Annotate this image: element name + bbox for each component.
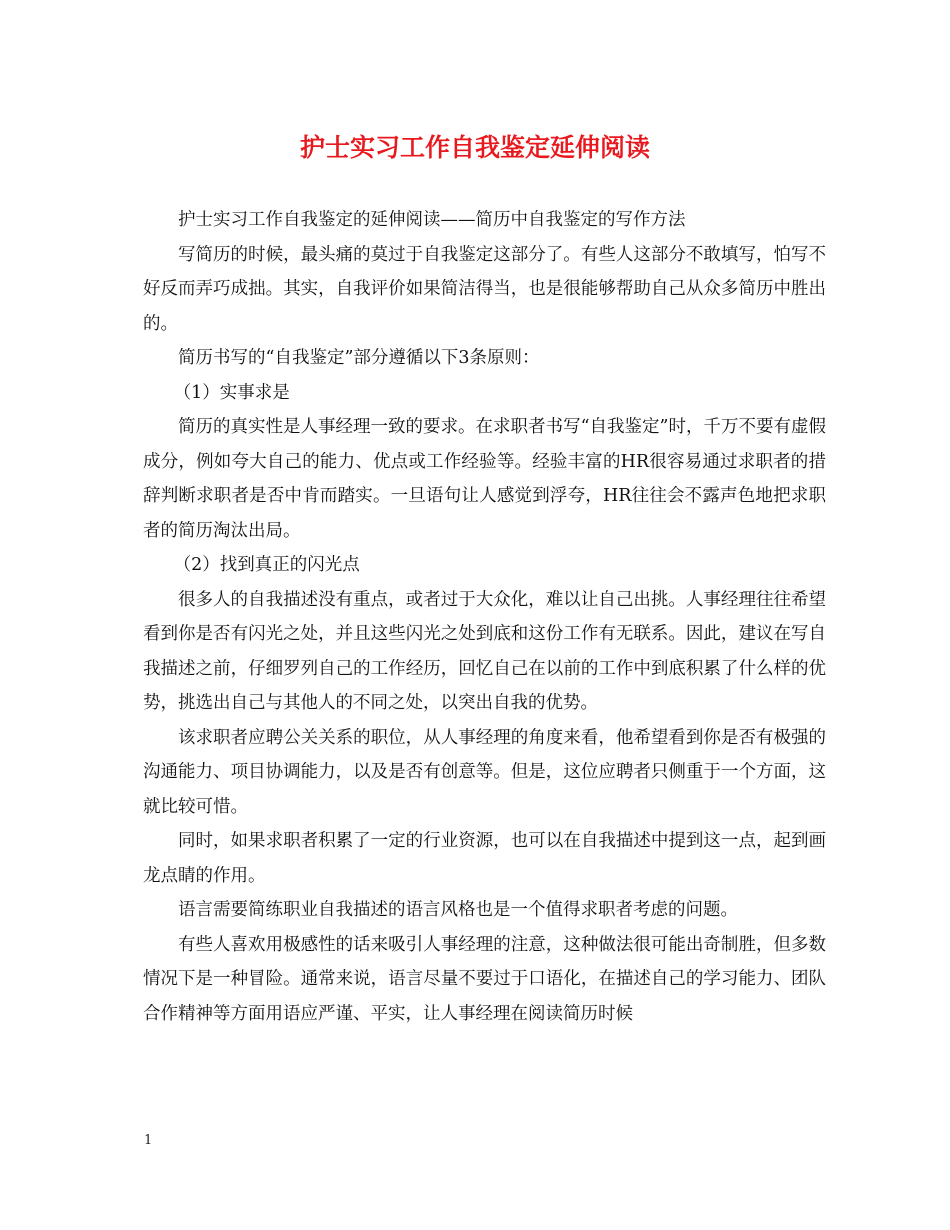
section-heading: （2）找到真正的闪光点	[173, 555, 360, 575]
paragraph: 简历书写的“自我鉴定”部分遵循以下3条原则：	[178, 348, 540, 368]
paragraph: 很多人的自我描述没有重点，或者过于大众化，难以让自己出挑。人事经理往往希望看到你是否有闪光之处，并且这些闪光之处到底和这份工作有无联系。因此，建议在写自我描述之前，仔细罗列自己的工作经历，回忆自己在以前的工作中到底积累了什么样的优势，挑选出自己与其他人的不同之处，以突出自我的优势。	[143, 589, 826, 713]
page-title: 护士实习工作自我鉴定延伸阅读	[299, 133, 650, 162]
paragraph: 同时，如果求职者积累了一定的行业资源，也可以在自我描述中提到这一点，起到画龙点睛的作用。	[143, 831, 826, 886]
page-number: 1	[144, 1133, 153, 1148]
paragraph: 该求职者应聘公关关系的职位，从人事经理的角度来看，他希望看到你是否有极强的沟通能力、项目协调能力，以及是否有创意等。但是，这位应聘者只侧重于一个方面，这就比较可惜。	[143, 727, 826, 817]
paragraph: 护士实习工作自我鉴定的延伸阅读——简历中自我鉴定的写作方法	[178, 210, 686, 230]
section-heading: （1）实事求是	[173, 382, 290, 403]
paragraph: 有些人喜欢用极感性的话来吸引人事经理的注意，这种做法很可能出奇制胜，但多数情况下是一种冒险。通常来说，语言尽量不要过于口语化，在描述自己的学习能力、团队合作精神等方面用语应严谨、平实，让人事经理在阅读简历时候	[143, 934, 826, 1024]
paragraph: 简历的真实性是人事经理一致的要求。在求职者书写“自我鉴定”时，千万不要有虚假成分，例如夸大自己的能力、优点或工作经验等。经验丰富的HR很容易通过求职者的措辞判断求职者是否中肯而踏实。一旦语句让人感觉到浮夸，HR往往会不露声色地把求职者的简历淘汰出局。	[143, 417, 826, 541]
paragraph: 写简历的时候，最头痛的莫过于自我鉴定这部分了。有些人这部分不敢填写，怕写不好反而弄巧成拙。其实，自我评价如果简洁得当，也是很能够帮助自己从众多简历中胜出的。	[143, 244, 826, 334]
paragraph: 语言需要简练职业自我描述的语言风格也是一个值得求职者考虑的问题。	[178, 900, 738, 920]
document-body	[143, 203, 826, 1031]
